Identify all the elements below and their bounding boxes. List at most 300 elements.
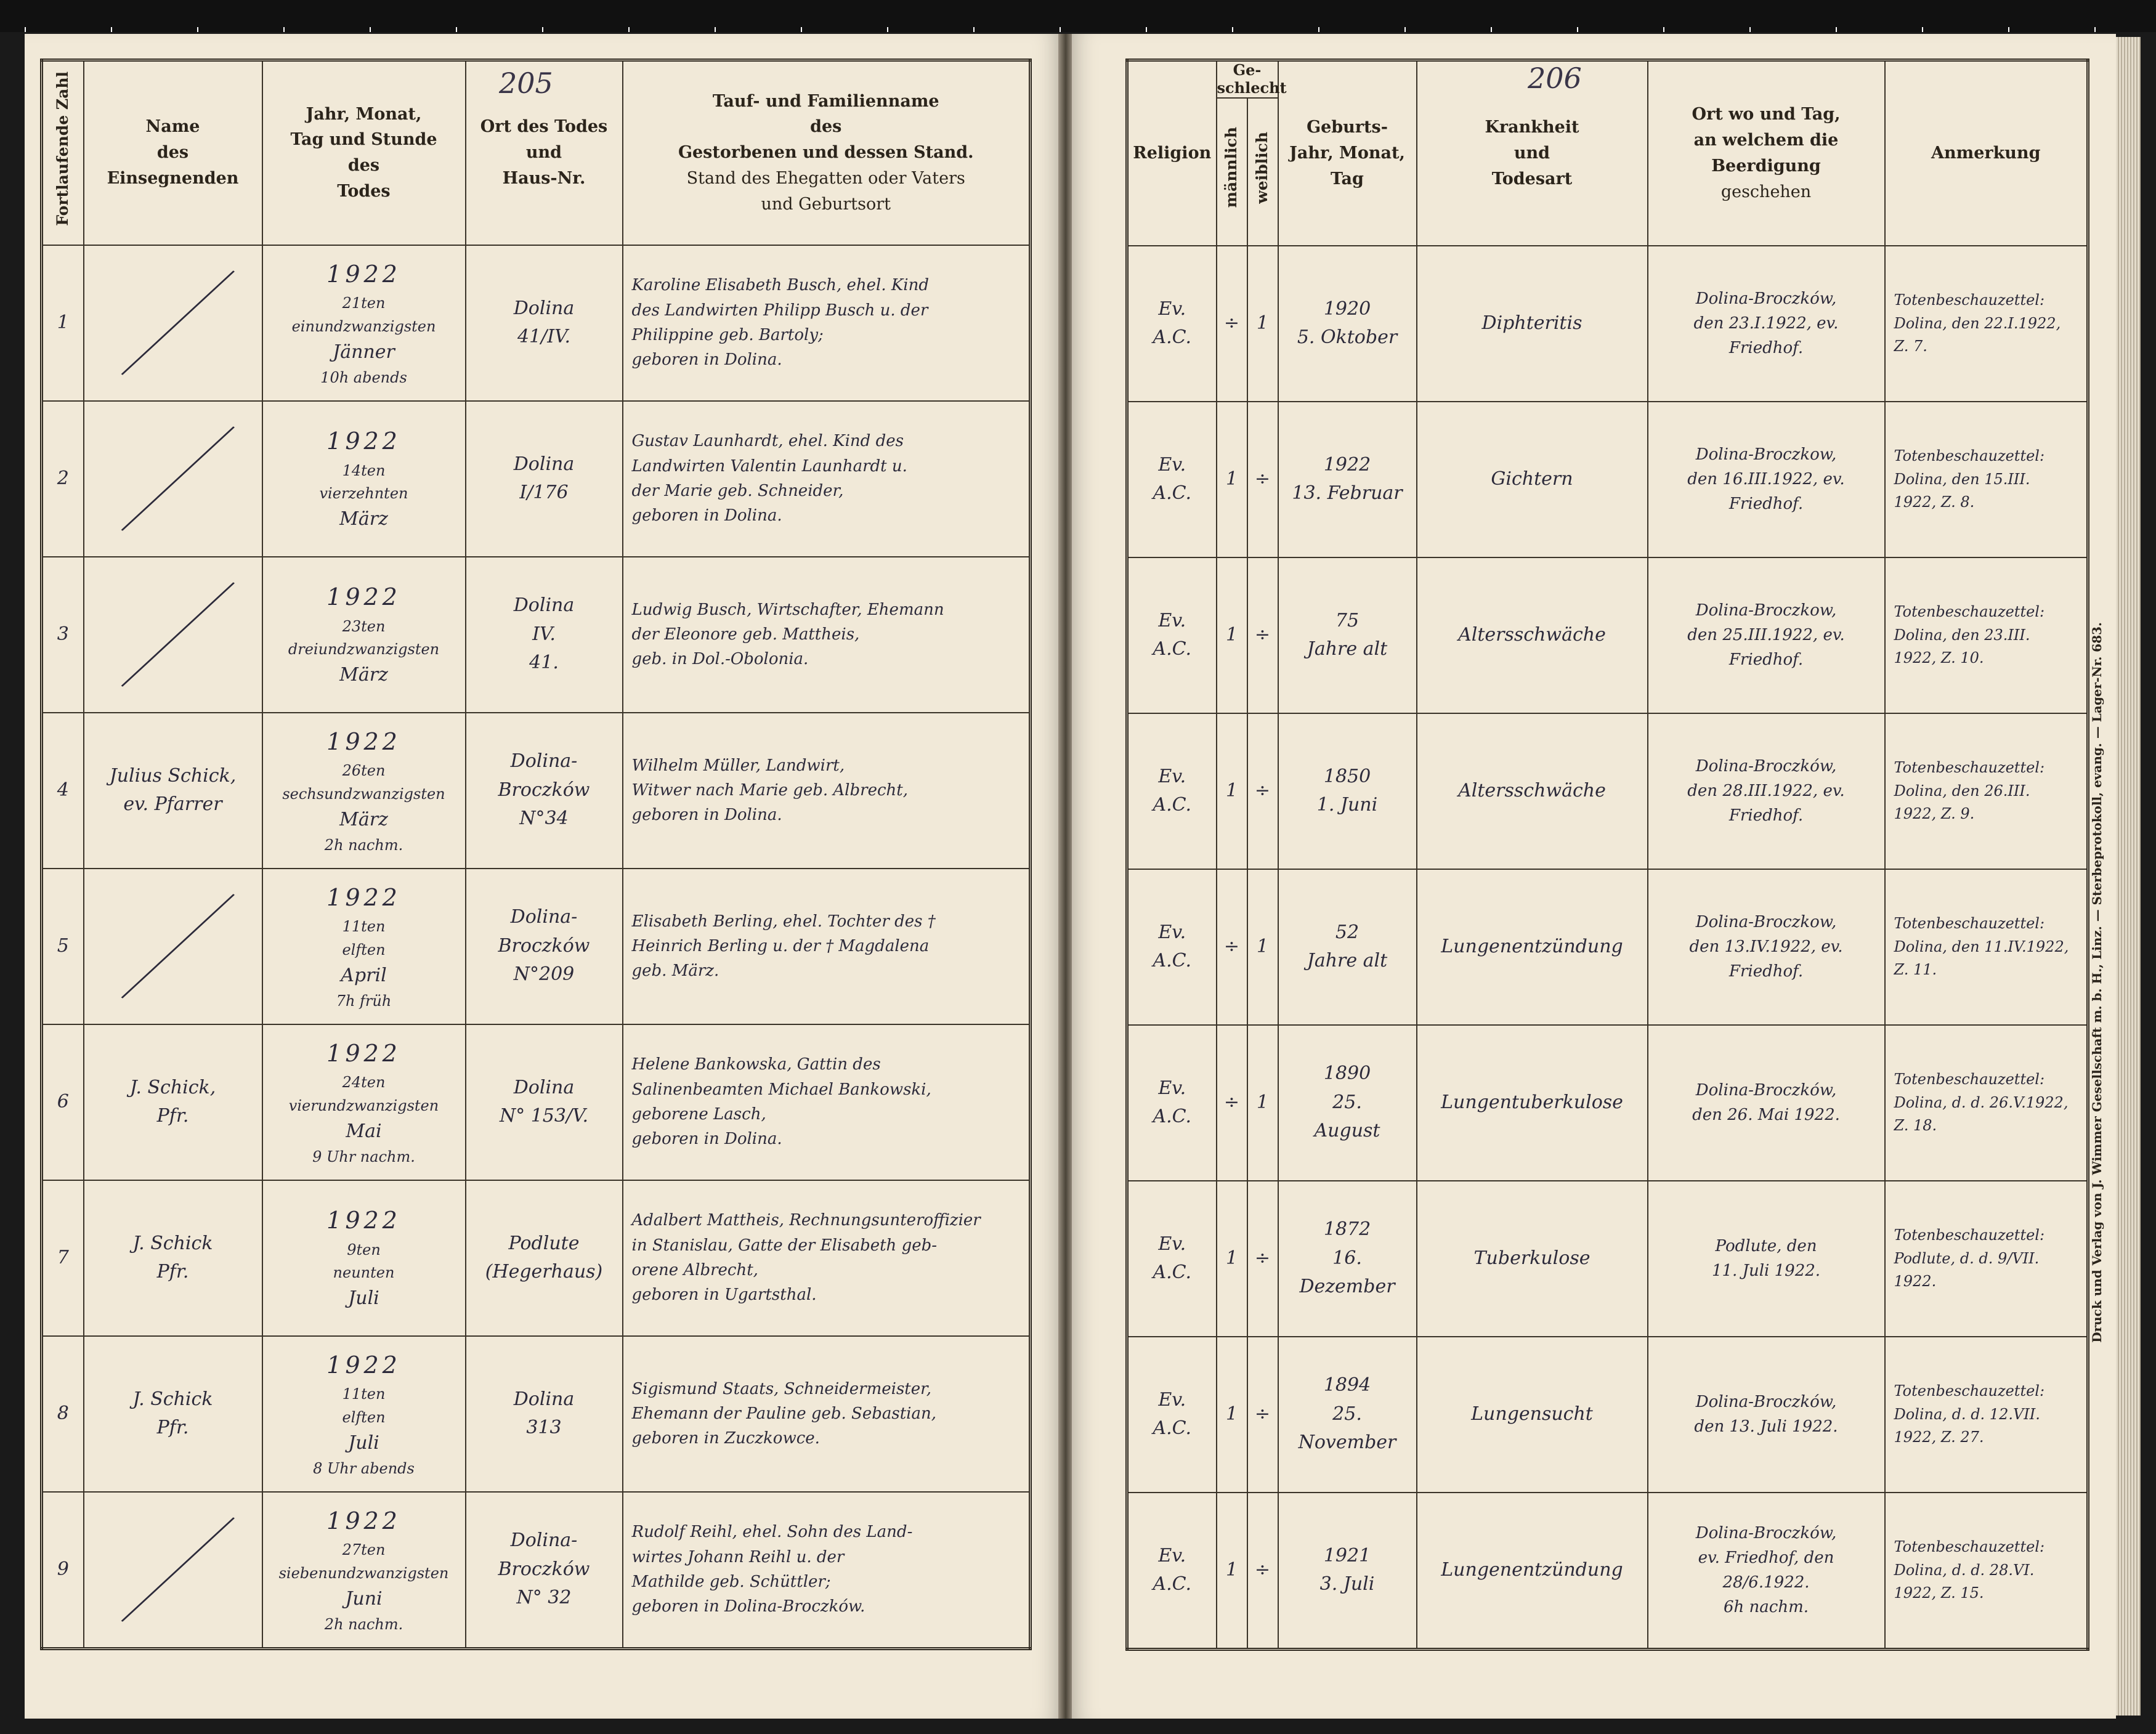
death-place-line: Dolina- — [510, 750, 578, 772]
deceased-text-line: geboren in Dolina. — [631, 506, 782, 525]
ruler-tick — [25, 27, 26, 32]
ruler-tick — [973, 27, 975, 32]
death-day-number: 11ten — [342, 918, 386, 936]
blank-slash — [93, 573, 253, 696]
birth-line: 1872 — [1323, 1218, 1371, 1241]
birth-line: Jahre alt — [1307, 950, 1388, 972]
note-cell — [1885, 557, 2088, 713]
birth-date-cell — [1278, 1025, 1417, 1181]
death-place-line: Dolina- — [510, 906, 578, 928]
death-place-line: N° 32 — [516, 1587, 572, 1609]
deceased-name-cell — [623, 1492, 1031, 1649]
blank-slash — [93, 1508, 253, 1631]
death-date-cell — [262, 401, 466, 557]
officiant-name: J. Schick — [132, 1388, 213, 1410]
sex-female: ÷ — [1247, 557, 1278, 713]
ruler-tick — [2008, 27, 2009, 32]
death-date-cell — [262, 713, 466, 869]
header-maennlich: männlich — [1217, 98, 1247, 246]
sex-female: ÷ — [1247, 1337, 1278, 1493]
cause-of-death: Altersschwäche — [1417, 713, 1648, 869]
birth-line: 5. Oktober — [1297, 326, 1398, 349]
table-row — [42, 1492, 1031, 1649]
death-month: März — [339, 808, 388, 830]
death-hour: 8 Uhr abends — [313, 1460, 415, 1478]
entry-number: 2 — [42, 401, 84, 557]
burial-line: 6h nachm. — [1723, 1598, 1809, 1617]
birth-line: 25. November — [1298, 1403, 1396, 1454]
death-place-cell — [466, 713, 623, 869]
death-place-line: Broczków — [498, 1558, 590, 1580]
cause-of-death: Diphteritis — [1417, 246, 1648, 402]
deceased-text-line: Ludwig Busch, Wirtschafter, Ehemann — [631, 600, 944, 619]
officiant-cell — [84, 557, 262, 713]
deceased-name-cell — [623, 1336, 1031, 1492]
table-row — [1127, 402, 2088, 557]
birth-date-cell — [1278, 246, 1417, 402]
burial-line: Dolina-Broczkow, — [1695, 601, 1837, 620]
note-line: Dolina, d. d. 12.VII. — [1894, 1405, 2040, 1423]
note-line: 1922, Z. 9. — [1894, 804, 1975, 822]
death-date-cell — [262, 1336, 466, 1492]
ruler-tick — [715, 27, 716, 32]
ruler-tick — [801, 27, 802, 32]
page-edges — [2116, 37, 2141, 1716]
burial-line: Dolina-Broczków, — [1695, 289, 1837, 308]
deceased-text-line: geboren in Dolina. — [631, 806, 782, 825]
death-day-number: 9ten — [347, 1241, 381, 1258]
table-row — [42, 1180, 1031, 1336]
note-line: Totenbeschauzettel: — [1894, 915, 2045, 933]
burial-cell — [1648, 557, 1885, 713]
deceased-text-line: Gustav Launhardt, ehel. Kind des — [631, 432, 904, 451]
burial-line: ev. Friedhof, den 28/6.1922. — [1698, 1548, 1834, 1592]
sex-male: 1 — [1217, 402, 1247, 557]
deceased-text-line: Karoline Elisabeth Busch, ehel. Kind — [631, 276, 929, 295]
burial-cell — [1648, 402, 1885, 557]
death-day-words: vierundzwanzigsten — [288, 1096, 439, 1114]
entry-number: 1 — [42, 245, 84, 401]
deceased-name-cell — [623, 869, 1031, 1024]
deceased-text-line: Wilhelm Müller, Landwirt, — [631, 756, 845, 775]
sex-male: 1 — [1217, 713, 1247, 869]
officiant-name: Pfr. — [156, 1417, 189, 1438]
sex-female: 1 — [1247, 246, 1278, 402]
birth-line: 1920 — [1323, 298, 1371, 320]
burial-line: Dolina-Broczków, — [1695, 756, 1837, 776]
header-ort-beerdigung: Ort wo und Tag, an welchem die Beerdigung geschehen — [1648, 60, 1885, 246]
religion-line: Ev. — [1158, 1077, 1186, 1099]
birth-line: August — [1314, 1120, 1380, 1142]
ruler-tick — [1663, 27, 1664, 32]
religion-cell — [1127, 557, 1217, 713]
deceased-text-line: der Eleonore geb. Mattheis, — [631, 625, 860, 644]
burial-line: den 16.III.1922, ev. Friedhof. — [1687, 469, 1845, 514]
note-line: Dolina, den 11.IV.1922, — [1894, 938, 2069, 955]
death-place-line: Dolina- — [510, 1529, 578, 1552]
ruler-tick — [1318, 27, 1319, 32]
death-day-number: 27ten — [342, 1541, 386, 1559]
ruler-tick — [456, 27, 457, 32]
death-month: Juni — [345, 1587, 383, 1610]
religion-line: A.C. — [1153, 482, 1192, 504]
sex-female: ÷ — [1247, 1493, 1278, 1650]
death-date-cell — [262, 1492, 466, 1649]
death-place-line: I/176 — [519, 482, 569, 503]
deceased-text-line: wirtes Johann Reihl u. der — [631, 1547, 845, 1566]
burial-line: Podlute, den — [1715, 1236, 1817, 1255]
religion-line: Ev. — [1158, 765, 1186, 787]
header-anmerkung: Anmerkung — [1885, 60, 2088, 246]
entry-number: 5 — [42, 869, 84, 1024]
deceased-text-line: Witwer nach Marie geb. Albrecht, — [631, 780, 908, 800]
birth-date-cell — [1278, 869, 1417, 1025]
deceased-text-line: geboren in Dolina. — [631, 350, 782, 370]
header-tauf: Tauf- und Familienname des Gestorbenen und dessen Stand. Stand des Ehegatten oder Vaters und Geburtsort — [623, 60, 1031, 245]
death-day-words: einundzwanzigsten — [291, 317, 436, 335]
death-day-words: elften — [342, 1408, 386, 1426]
birth-date-cell — [1278, 713, 1417, 869]
cause-of-death: Tuberkulose — [1417, 1181, 1648, 1337]
death-month: April — [341, 964, 387, 986]
officiant-name: Pfr. — [156, 1105, 189, 1127]
death-place-line: (Hegerhaus) — [485, 1261, 603, 1282]
ruler-tick — [1146, 27, 1147, 32]
entry-number: 6 — [42, 1024, 84, 1180]
note-line: Totenbeschauzettel: — [1894, 1538, 2045, 1556]
note-line: Dolina, den 22.I.1922, — [1894, 314, 2061, 332]
religion-cell — [1127, 1337, 1217, 1493]
note-line: 1922. — [1894, 1272, 1937, 1290]
religion-line: Ev. — [1158, 609, 1186, 631]
deceased-text-line: Elisabeth Berling, ehel. Tochter des † — [631, 912, 936, 931]
death-month: März — [339, 664, 388, 686]
deceased-text-line: geb. März. — [631, 962, 719, 981]
note-line: 1922, Z. 15. — [1894, 1584, 1984, 1602]
religion-line: A.C. — [1153, 1106, 1192, 1128]
death-day-number: 23ten — [342, 618, 386, 635]
officiant-cell — [84, 1492, 262, 1649]
death-date-cell — [262, 1024, 466, 1180]
ruler-tick — [1060, 27, 1061, 32]
deceased-name-cell — [623, 401, 1031, 557]
death-place-cell — [466, 1336, 623, 1492]
officiant-cell — [84, 713, 262, 869]
death-date-cell — [262, 869, 466, 1024]
note-cell — [1885, 1337, 2088, 1493]
note-line: Dolina, d. d. 28.VI. — [1894, 1561, 2035, 1579]
deceased-text-line: Rudolf Reihl, ehel. Sohn des Land- — [631, 1523, 913, 1542]
ruler-tick — [1836, 27, 1837, 32]
religion-cell — [1127, 402, 1217, 557]
ruler-tick — [1577, 27, 1578, 32]
deceased-name-cell — [623, 1180, 1031, 1336]
burial-line: Dolina-Broczków, — [1695, 1392, 1837, 1411]
ruler-tick — [628, 27, 630, 32]
burial-line: den 13. Juli 1922. — [1694, 1417, 1838, 1436]
note-cell — [1885, 713, 2088, 869]
religion-line: A.C. — [1153, 326, 1192, 349]
death-day-words: siebenundzwanzigsten — [278, 1564, 449, 1582]
death-month: März — [339, 508, 388, 530]
deceased-name-cell — [623, 557, 1031, 713]
birth-date-cell — [1278, 557, 1417, 713]
death-place-line: 41/IV. — [517, 326, 571, 347]
birth-line: 16. — [1332, 1247, 1362, 1269]
sex-female: ÷ — [1247, 713, 1278, 869]
deceased-text-line: in Stanislau, Gatte der Elisabeth geb- — [631, 1236, 938, 1255]
printer-imprint: Druck und Verlag von J. Wimmer Gesellschaft m. b. H., Linz. — Sterbeprotokoll, evang. — Lager-Nr. 683. — [2089, 622, 2104, 1343]
cause-of-death: Lungenentzündung — [1417, 869, 1648, 1025]
officiant-name: J. Schick, — [129, 1076, 216, 1098]
death-day-number: 14ten — [342, 462, 386, 479]
death-place-cell — [466, 557, 623, 713]
sex-male: 1 — [1217, 1493, 1247, 1650]
note-cell — [1885, 1493, 2088, 1650]
header-weiblich: weiblich — [1247, 98, 1278, 246]
ruler-tick — [887, 27, 888, 32]
burial-cell — [1648, 1493, 1885, 1650]
death-place-line: 41. — [529, 652, 559, 674]
death-year: 1922 — [326, 1039, 401, 1067]
birth-date-cell — [1278, 402, 1417, 557]
header-geschlecht: Ge-schlecht — [1217, 61, 1287, 97]
burial-cell — [1648, 713, 1885, 869]
entry-number: 9 — [42, 1492, 84, 1649]
note-line: Totenbeschauzettel: — [1894, 447, 2045, 465]
death-place-cell — [466, 1024, 623, 1180]
religion-cell — [1127, 713, 1217, 869]
page-number-left: 205 — [499, 67, 553, 100]
cause-of-death: Lungenentzündung — [1417, 1493, 1648, 1650]
table-row — [42, 1024, 1031, 1180]
ruler-tick — [111, 27, 112, 32]
death-hour: 7h früh — [336, 992, 392, 1010]
cause-of-death: Lungensucht — [1417, 1337, 1648, 1493]
burial-line: den 25.III.1922, ev. Friedhof. — [1687, 625, 1845, 670]
note-line: Totenbeschauzettel: — [1894, 603, 2045, 621]
death-place-line: N°209 — [513, 963, 575, 986]
death-hour: 2h nachm. — [324, 1616, 403, 1634]
table-row — [1127, 557, 2088, 713]
register-table-right — [1125, 59, 2089, 1651]
officiant-cell — [84, 1336, 262, 1492]
burial-cell — [1648, 1025, 1885, 1181]
death-place-line: IV. — [532, 623, 556, 645]
deceased-text-line: geboren in Zuczkowce. — [631, 1429, 820, 1448]
sex-female: 1 — [1247, 1025, 1278, 1181]
death-place-line: 313 — [526, 1417, 562, 1438]
note-line: 1922, Z. 10. — [1894, 649, 1984, 666]
death-hour: 2h nachm. — [324, 837, 403, 854]
sex-male: ÷ — [1217, 869, 1247, 1025]
blank-slash — [93, 885, 253, 1008]
religion-line: A.C. — [1153, 1573, 1192, 1595]
birth-line: 1850 — [1323, 765, 1371, 787]
deceased-text-line: Salinenbeamten Michael Bankowski, — [631, 1080, 931, 1099]
birth-date-cell — [1278, 1181, 1417, 1337]
table-row — [1127, 1181, 2088, 1337]
note-line: 1922, Z. 27. — [1894, 1428, 1984, 1446]
burial-cell — [1648, 1337, 1885, 1493]
birth-line: 1. Juni — [1316, 794, 1378, 816]
death-hour: 9 Uhr nachm. — [312, 1148, 415, 1166]
religion-line: Ev. — [1158, 921, 1186, 943]
birth-line: 1894 — [1323, 1374, 1371, 1396]
burial-line: den 23.I.1922, ev. Friedhof. — [1693, 314, 1839, 358]
death-day-number: 11ten — [342, 1385, 386, 1403]
death-place-line: Broczków — [498, 934, 590, 957]
table-row — [42, 713, 1031, 869]
death-place-cell — [466, 245, 623, 401]
death-date-cell — [262, 1180, 466, 1336]
death-place-line: Dolina — [513, 297, 575, 319]
religion-line: A.C. — [1153, 1417, 1192, 1440]
birth-line: 75 — [1335, 609, 1360, 631]
deceased-text-line: des Landwirten Philipp Busch u. der — [631, 301, 928, 320]
officiant-cell — [84, 245, 262, 401]
note-cell — [1885, 869, 2088, 1025]
book-gutter — [1058, 34, 1073, 1719]
death-year: 1922 — [326, 1207, 401, 1234]
religion-line: Ev. — [1158, 453, 1186, 476]
ruler-tick — [370, 27, 371, 32]
cause-of-death: Lungentuberkulose — [1417, 1025, 1648, 1181]
death-place-line: Podlute — [508, 1232, 580, 1254]
death-place-line: N° 153/V. — [499, 1105, 589, 1127]
death-month: Juli — [348, 1287, 379, 1310]
officiant-cell — [84, 1180, 262, 1336]
religion-cell — [1127, 1181, 1217, 1337]
death-year: 1922 — [326, 1507, 401, 1534]
note-line: Totenbeschauzettel: — [1894, 291, 2045, 309]
ruler-tick — [1749, 27, 1751, 32]
note-line: Totenbeschauzettel: — [1894, 1226, 2045, 1244]
death-year: 1922 — [326, 260, 401, 288]
register-table-left — [40, 59, 1032, 1650]
death-place-line: Dolina — [513, 1388, 575, 1410]
table-row — [42, 401, 1031, 557]
deceased-name-cell — [623, 245, 1031, 401]
death-day-words: sechsundzwanzigsten — [282, 785, 445, 803]
deceased-text-line: orene Albrecht, — [631, 1261, 758, 1279]
ruler-tick — [1922, 27, 1923, 32]
death-day-number: 21ten — [342, 294, 386, 312]
birth-line: 1921 — [1323, 1544, 1371, 1566]
deceased-text-line: geboren in Ugartsthal. — [631, 1286, 817, 1305]
note-line: Totenbeschauzettel: — [1894, 1071, 2045, 1088]
death-place-cell — [466, 401, 623, 557]
burial-line: Dolina-Broczków, — [1695, 1080, 1837, 1100]
table-row — [1127, 1337, 2088, 1493]
officiant-name: ev. Pfarrer — [123, 793, 222, 815]
sex-female: ÷ — [1247, 402, 1278, 557]
note-line: Dolina, den 15.III. — [1894, 470, 2030, 488]
death-place-line: Broczków — [498, 779, 590, 801]
scan-ruler — [0, 0, 2156, 32]
deceased-name-cell — [623, 1024, 1031, 1180]
burial-cell — [1648, 1181, 1885, 1337]
death-place-line: N°34 — [519, 808, 569, 830]
deceased-text-line: geboren in Dolina-Broczków. — [631, 1597, 865, 1616]
burial-line: den 26. Mai 1922. — [1692, 1106, 1840, 1125]
table-row — [42, 245, 1031, 401]
deceased-text-line: Mathilde geb. Schüttler; — [631, 1573, 831, 1591]
header-geburts: Geburts- Jahr, Monat, Tag — [1278, 60, 1417, 246]
death-hour: 10h abends — [320, 369, 407, 387]
table-row — [42, 869, 1031, 1024]
cause-of-death: Gichtern — [1417, 402, 1648, 557]
birth-line: 1890 — [1323, 1063, 1371, 1085]
officiant-name: Pfr. — [156, 1261, 189, 1282]
header-jahr: Jahr, Monat, Tag und Stunde des Todes — [262, 60, 466, 245]
deceased-text-line: geb. in Dol.-Obolonia. — [631, 650, 809, 669]
religion-cell — [1127, 869, 1217, 1025]
death-date-cell — [262, 557, 466, 713]
ruler-tick — [1232, 27, 1233, 32]
religion-line: A.C. — [1153, 638, 1192, 660]
religion-cell — [1127, 246, 1217, 402]
blank-slash — [93, 261, 253, 384]
burial-line: Dolina-Broczkow, — [1695, 445, 1837, 464]
note-cell — [1885, 402, 2088, 557]
burial-line: den 13.IV.1922, ev. Friedhof. — [1689, 937, 1843, 981]
sex-male: 1 — [1217, 1337, 1247, 1493]
table-row — [1127, 713, 2088, 869]
death-place-cell — [466, 1492, 623, 1649]
table-row — [42, 557, 1031, 713]
death-place-cell — [466, 1180, 623, 1336]
header-krankheit: Krankheit und Todesart — [1417, 60, 1648, 246]
ruler-tick — [197, 27, 198, 32]
deceased-text-line: Ehemann der Pauline geb. Sebastian, — [631, 1404, 937, 1423]
death-day-words: elften — [342, 941, 386, 958]
deceased-text-line: Helene Bankowska, Gattin des — [631, 1055, 881, 1074]
death-month: Jänner — [333, 341, 395, 363]
birth-date-cell — [1278, 1493, 1417, 1650]
deceased-text-line: Adalbert Mattheis, Rechnungsunteroffizier — [631, 1211, 981, 1230]
header-ort: Ort des Todes und Haus-Nr. — [466, 60, 623, 245]
note-line: Dolina, den 26.III. — [1894, 782, 2030, 800]
deceased-text-line: Sigismund Staats, Schneidermeister, — [631, 1379, 931, 1398]
sex-male: 1 — [1217, 557, 1247, 713]
death-date-cell — [262, 245, 466, 401]
birth-line: 1922 — [1323, 453, 1371, 476]
blank-slash — [93, 417, 253, 540]
religion-line: A.C. — [1153, 794, 1192, 816]
death-year: 1922 — [326, 727, 401, 755]
entry-number: 8 — [42, 1336, 84, 1492]
note-line: Totenbeschauzettel: — [1894, 759, 2045, 777]
death-place-line: Dolina — [513, 594, 575, 617]
note-line: Dolina, d. d. 26.V.1922, — [1894, 1093, 2069, 1111]
header-religion: Religion — [1127, 60, 1217, 246]
death-place-line: Dolina — [513, 1076, 575, 1098]
entry-number: 4 — [42, 713, 84, 869]
religion-line: Ev. — [1158, 1233, 1186, 1255]
death-place-line: Dolina — [513, 453, 575, 475]
deceased-text-line: geboren in Dolina. — [631, 1130, 782, 1149]
death-day-words: vierzehnten — [319, 485, 408, 503]
officiant-cell — [84, 1024, 262, 1180]
deceased-text-line: Philippine geb. Bartoly; — [631, 326, 824, 344]
officiant-cell — [84, 401, 262, 557]
birth-line: 52 — [1335, 921, 1360, 943]
table-row — [1127, 1025, 2088, 1181]
birth-date-cell — [1278, 1337, 1417, 1493]
burial-line: 11. Juli 1922. — [1711, 1262, 1821, 1281]
note-line: Z. 18. — [1894, 1116, 1937, 1134]
